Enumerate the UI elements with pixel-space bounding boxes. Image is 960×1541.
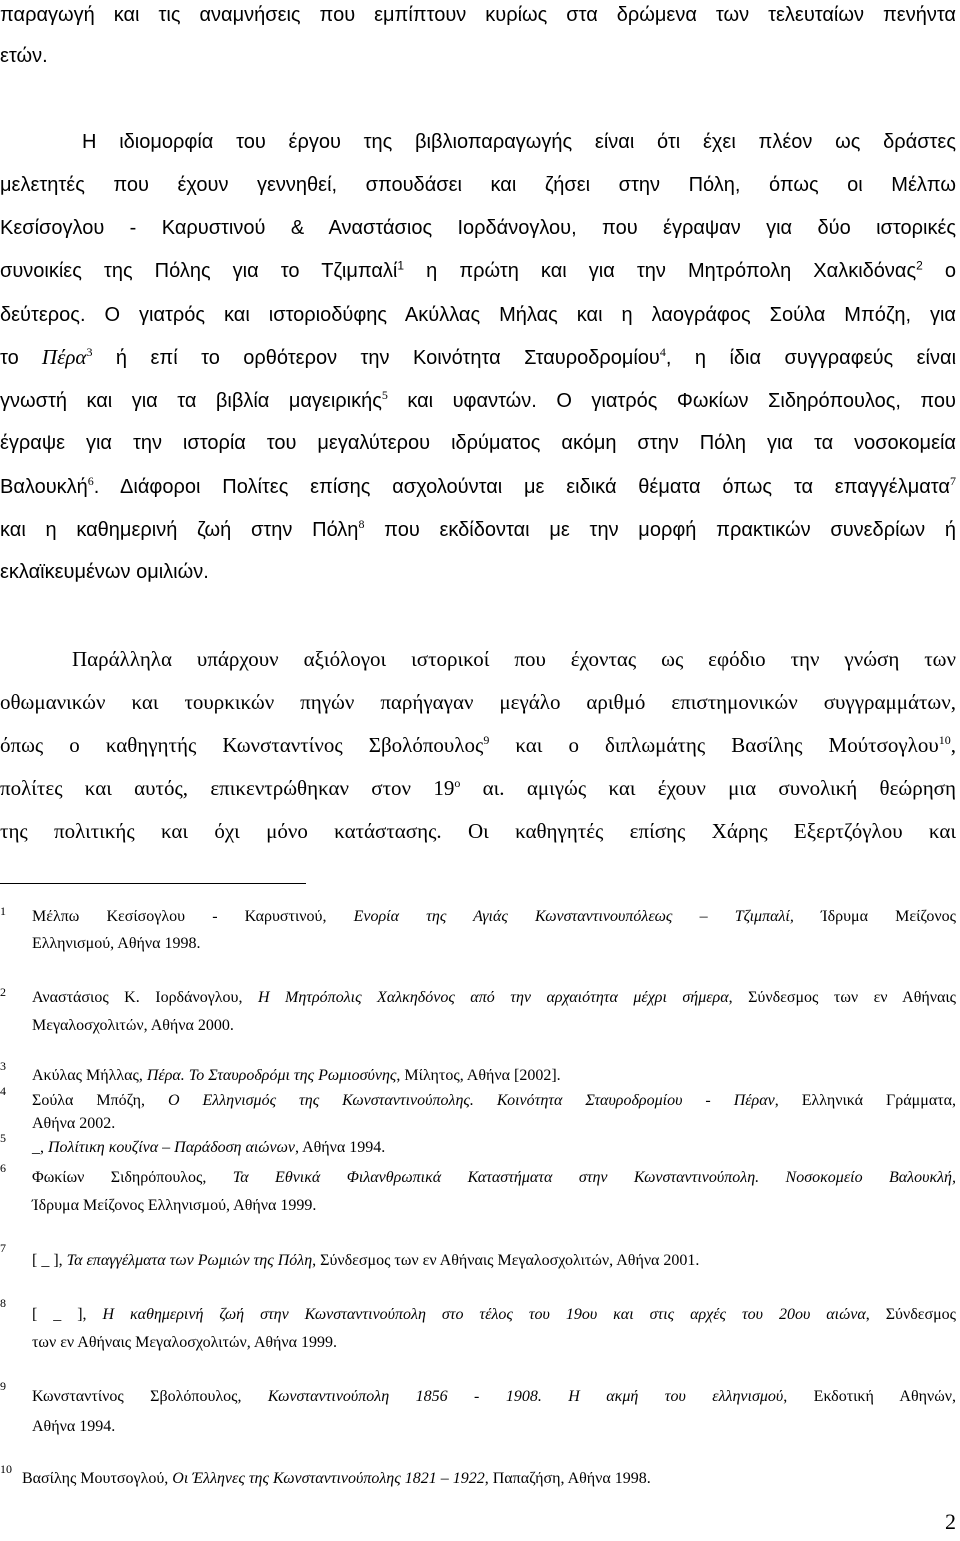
body-line-8: το Πέρα$^3$ ή επί το ορθότερον την Κοινότητα Σταυροδρομίου$^4$, η ίδια συγγραφεύς είναι xyxy=(0,345,957,369)
body-line-18: της πολιτικής και όχι μόνο κατάστασης. Οι καθηγητές επίσης Χάρης Εξερτζόγλου και xyxy=(0,819,956,843)
footnote-ref-1: 1 xyxy=(397,258,405,273)
body-line-10: έγραψε για την ιστορία του μεγαλύτερου ιδρύματος ακόμη στην Πόλη για τα νοσοκομεία xyxy=(0,432,956,454)
body-line-11: Βαλουκλή$^6$. Διάφοροι Πολίτες επίσης ασχολούνται με ειδικά θέματα όπως τα επαγγέλματα$^7$ xyxy=(0,474,956,498)
footnote-ref-3: 3 xyxy=(86,345,93,359)
body-line-1: παραγωγή και τις αναμνήσεις που εμπίπτουν κυρίως στα δρώμενα των τελευταίων πενήντα xyxy=(0,4,956,26)
footnote-ref-4: 4 xyxy=(659,345,666,359)
body-line-17: πολίτες και αυτός, επικεντρώθηκαν στον $19^o$ αι. αμιγώς και έχουν μια συνολική θεώρηση xyxy=(0,776,956,800)
footnote-ref-7: 7 xyxy=(950,474,956,488)
body-line-16: όπως ο καθηγητής Κωνσταντίνος Σβολόπουλος$^9$ και ο διπλωμάτης Βασίλης Μούτσογλου$^{10}$, xyxy=(0,733,956,757)
superscript-o: ο xyxy=(454,776,461,790)
footnote-ref-2: 2 xyxy=(916,258,923,273)
body-line-13: εκλαϊκευμένων ομιλιών. xyxy=(0,561,209,583)
footnote-ref-9: 9 xyxy=(483,733,490,747)
footnote-ref-8: 8 xyxy=(358,517,365,531)
document-page: παραγωγή και τις αναμνήσεις που εμπίπτουν κυρίως στα δρώμενα των τελευταίων πενήντα ετών. Η ιδιομορφία του έργου της βιβλιοπαραγωγής είναι ότι έχει πλέον ως δράστες μελετητές που έχουν γεννηθεί, σπουδάσει και ζήσει στην Πόλη, όπως οι Μέλπω Κεσίσογλου - Καρυστινού & Αναστάσιος Ιορδάνογλου, που έγραψαν για δύο ιστορικές συνοικίες της Πόλης για το Τζιμπαλί$^1$ η πρώτη και για την Μητρόπολη Χαλκιδόνας$^2$ ο δεύτερος. Ο γιατρός και ιστοριοδύφης Ακύλλας Μήλας και η λαογράφος Σούλα Μπόζη, για το Πέρα$^3$ ή επί το ορθότερον την Κοινότητα Σταυροδρομίου$^4$, η ίδια συγγραφεύς είναι γνωστή και για τα βιβλία μαγειρικής$^5$ και υφαντών. Ο γιατρός Φωκίων Σιδηρόπουλος, που έγραψε για την ιστορία του μεγαλύτερου ιδρύματος ακόμη στην Πόλη για τα νοσοκομεία Βαλουκλή$^6$. Διάφοροι Πολίτες επίσης ασχολούνται με ειδικά θέματα όπως τα επαγγέλματα$^7$ και η καθημερινή ζωή στην Πόλη$^8$ που εκδίδονται με την μορφή πρακτικών συνεδρίων ή εκλαϊκευμένων ομιλιών. Παράλληλα υπάρχουν αξιόλογοι ιστορικοί που έχοντας ως εφόδιο την γνώση των οθωμανικών και τουρκικών πηγών παρήγαγαν μεγάλο αριθμό επιστημονικών συγγραμμάτων, όπως ο καθηγητής Κωνσταντίνος Σβολόπουλος$^9$ και ο διπλωμάτης Βασίλης Μούτσογλου$^{10}$, πολίτες και αυτός, επικεντρώθηκαν στον $19^o$ αι. αμιγώς και έχουν μια συνολική θεώρηση της πολιτικής και όχι μόνο κατάστασης. Οι καθηγητές επίσης Χάρης Εξερτζόγλου και 1 Μέλπω Κεσίσογλου - Καρυστινού, Ενορία της Αγιάς Κωνσταντινουπόλεως – Τζιμπαλί, Ίδρυμα Μείζονος Ελληνισμού, Αθήνα 1998. 2 Αναστάσιος Κ. Ιορδάνογλου, Η Μητρόπολις Χαλκηδόνος από την αρχαιότητα μέχρι σήμερα, Σύνδεσμος των εν Αθήναις Μεγαλοσχολιτών, Αθήνα 2000. 3 Ακύλας Μήλλας, Πέρα. Το Σταυροδρόμι της Ρωμιοσύνης, Μίλητος, Αθήνα [2002]. 4 Σούλα Μπόζη, Ο Ελληνισμός της Κωνσταντινούπολης. Κοινότητα Σταυροδρομίου - Πέραν, Ελληνικά Γράμματα, Αθήνα 2002. 5 _, Πολίτικη κουζίνα – Παράδοση αιώνων, Αθήνα 1994. 6 Φωκίων Σιδηρόπουλος, Τα Εθνικά Φιλανθρωπικά Καταστήματα στην Κωνσταντινούπολη. Νοσοκομείο Βαλουκλή, Ίδρυμα Μείζονος Ελληνισμού, Αθήνα 1999. 7 [ _ ], Τα επαγγέλματα των Ρωμιών της Πόλη, Σύνδεσμος των εν Αθήναις Μεγαλοσχολιτών, Αθήνα 2001. 8 [ _ ], Η καθημερινή ζωή στην Κωνσταντινούπολη στο τέλος του 19ου και στις αρχές του 20ου αιώνα, Σύνδεσμος των εν Αθήναις Μεγαλοσχολιτών, Αθήνα 1999. 9 Κωνσταντίνος Σβολόπουλος, Κωνσταντινούπολη 1856 - 1908. Η ακμή του ελληνισμού, Εκδοτική Αθηνών, Αθήνα 1994. 10 Βασίλης Μουτσογλού, Οι Έλληνες της Κωνσταντινούπολης 1821 – 1922, Παπαζήση, Αθήνα 1998. 2 xyxy=(0,4,957,1534)
body-line-5: Κεσίσογλου - Καρυστινού & Αναστάσιος Ιορδάνογλου, που έγραψαν για δύο ιστορικές xyxy=(0,217,956,239)
body-line-12: και η καθημερινή ζωή στην Πόλη$^8$ που εκδίδονται με την μορφή πρακτικών συνεδρίων ή xyxy=(0,517,956,541)
body-line-14: Παράλληλα υπάρχουν αξιόλογοι ιστορικοί που έχοντας ως εφόδιο την γνώση των xyxy=(72,647,956,671)
page-number: 2 xyxy=(945,1509,956,1534)
body-line-7: δεύτερος. Ο γιατρός και ιστοριοδύφης Ακύλλας Μήλας και η λαογράφος Σούλα Μπόζη, για xyxy=(0,304,956,326)
body-line-9: γνωστή και για τα βιβλία μαγειρικής$^5$ και υφαντών. Ο γιατρός Φωκίων Σιδηρόπουλος, που xyxy=(0,388,956,412)
footnote-ref-5: 5 xyxy=(381,388,388,402)
body-line-2: ετών. xyxy=(0,45,48,67)
body-line-3: Η ιδιομορφία του έργου της βιβλιοπαραγωγής είναι ότι έχει πλέον ως δράστες xyxy=(82,131,956,153)
body-line-6: συνοικίες της Πόλης για το Τζιμπαλί$^1$ η πρώτη και για την Μητρόπολη Χαλκιδόνας$^2$ ο xyxy=(0,258,956,282)
body-line-4: μελετητές που έχουν γεννηθεί, σπουδάσει και ζήσει στην Πόλη, όπως οι Μέλπω xyxy=(0,174,956,196)
body-line-15: οθωμανικών και τουρκικών πηγών παρήγαγαν μεγάλο αριθμό επιστημονικών συγγραμμάτων, xyxy=(0,690,956,714)
footnote-ref-10: 10 xyxy=(938,733,951,747)
footnote-ref-6: 6 xyxy=(87,474,94,488)
footnote-separator xyxy=(0,883,306,884)
